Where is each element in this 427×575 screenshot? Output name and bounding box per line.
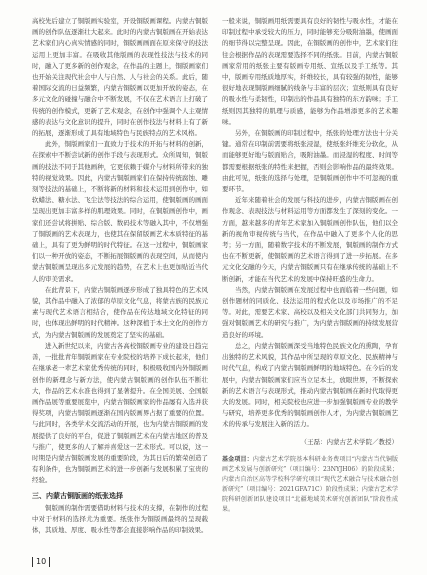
body-paragraph: 一般来说，铜版画用纸需要具有良好的韧性与吸水性，才能在印制过程中承受较大的压力，同时能够充分吸附油墨，使画面的细节得以完整呈现。因此，在铜版画的创作中，艺术家们往往会根据作品的表现需要选择不同的纸张。目前，内蒙古铜版画家常用的纸张主要有版画专用纸、宣纸以及手工纸等。其中，版画专用纸质地厚实，纤维较长，具有较强的韧性，能够很好地表现铜版画细腻的线条与丰富的层次；宣纸则具有良好的吸水性与柔韧性，印制出的作品具有独特的东方韵味；手工纸则因其独特的肌理与质感，能够为作品增添更多的艺术趣味。 <box>222 17 398 126</box>
body-paragraph: 铜版画的制作需要借助材料与技术的支撑，在制作的过程中对于材料的选择尤为重要。纸张作为铜版画最终的呈现载体，其质地、厚度、吸水性等都会直接影响作品的印制效果。 <box>32 503 208 534</box>
right-column <box>222 16 398 515</box>
body-paragraph: 高校先后建立了铜版画实验室，开设铜版画课程。内蒙古铜版画的创作队伍逐渐壮大起来。此时的内蒙古铜版画在开始表达艺术家们内心真实情感的同时，铜版画画面在原来保守的技法运用上更加丰富。在吸收其他版画的表现性技法与技术的同时，融入了更多新的创作观念，在作品的主题上，铜版画家们也开始关注现代社会中人与自然、人与社会的关系。此后，随着国际交流的日益频繁，内蒙古铜版画以更加开放的姿态，在多元文化的碰撞与融合中不断发展，不仅在艺术语言上打破了传统的创作模式，更新了艺术观念，在创作中强调个人主观情感的表达与文化意识的提升，同时在创作技法与材料上有了新的拓展，逐渐形成了具有地域特色与民族特点的艺术风格。 <box>32 17 208 138</box>
body-paragraph: 进入新世纪以来，内蒙古各高校铜版画专业的建设日趋完善，一批批青年铜版画家在专业院校的培养下成长起来，他们在继承老一辈艺术家优秀传统的同时，积极吸收国内外铜版画创作的新理念与新方法，使内蒙古铜版画的创作队伍不断壮大，作品的艺术水准也得到了显著提升。在全国美展、全国版画作品展等重要展览中，内蒙古铜版画家的作品屡有入选并获得奖项，内蒙古铜版画逐渐在国内版画界占据了重要的位置。与此同时，各类学术交流活动的开展，也为内蒙古铜版画的发展提供了良好的平台，促进了铜版画艺术在内蒙古地区的普及与推广，使更多的人了解并喜爱这一艺术形式。可以说，这一时期是内蒙古铜版画发展的重要阶段，为其日后的繁荣创造了有利条件，也为铜版画艺术的进一步创新与发展积累了宝贵的经验。 <box>32 341 208 485</box>
funding-note <box>222 455 398 515</box>
funding-label: 基金项目： <box>222 455 253 463</box>
left-column <box>32 16 208 536</box>
section-heading: 三、内蒙古铜版画的纸张选择 <box>32 491 123 500</box>
author-affiliation: （王磊：内蒙古艺术学院／教授） <box>300 437 398 446</box>
body-paragraph: 总之，内蒙古铜版画深受当地特色民族文化的熏陶，孕育出独特的艺术风貌，其作品中所呈现的草原文化、民族精神与时代气息，构成了内蒙古铜版画鲜明的地域特色。在今后的发展中，内蒙古铜版画家们应当立足本土，放眼世界，不断探索新的艺术语言与表现形式，推动内蒙古铜版画在新时代取得更大的发展。同时，相关院校也应进一步加强铜版画专业的教学与研究，培养更多优秀的铜版画创作人才，为内蒙古铜版画艺术的传承与发展注入新的活力。 <box>222 341 398 429</box>
body-paragraph: 在此背景下，内蒙古铜版画逐步形成了独具特色的艺术风貌，其作品中融入了浓郁的草原文化气息，将蒙古族的民族元素与现代艺术语言相结合，使作品在传达地域文化特征的同时，也体现出鲜明的时代精神。这种深植于本土文化的创作方式，为内蒙古铜版画的发展奠定了坚实的基础。 <box>32 285 208 339</box>
body-paragraph: 近年来随着社会的发展与科技的进步，内蒙古铜版画在创作观念、表现技法与材料运用等方面都发生了深刻的变化。一方面，越来越多的青年艺术家加入铜版画创作队伍，他们以全新的视角审视传统与当代，在作品中融入了更多个人化的思考；另一方面，随着数字技术的不断发展，铜版画的制作方式也在不断更新，使铜版画的艺术语言得到了进一步拓展。在多元文化交融的今天，内蒙古铜版画只有在继承传统的基础上不断创新，才能在当代艺术的发展中保持旺盛的生命力。 <box>222 196 398 283</box>
funding-text: 内蒙古艺术学院基本科研业务费项目“内蒙古当代铜版画艺术发展与创新研究”（项目编号：23NYJH06）的阶段成果；内蒙古自治区高等学校科学研究项目“现代艺术融合与技术融合创新研究”（项目编号：2021GFA71C）阶段性成果；内蒙古艺术学院科研创新团队建设项目“北疆地域美术研究创新团队”阶段性成果。 <box>222 455 398 513</box>
body-paragraph: 当然，内蒙古铜版画在发展过程中也面临着一些问题，如创作题材的同质化、技法运用的程式化以及市场推广的不足等。对此，需要艺术家、高校以及相关文化部门共同努力，加强对铜版画艺术的研究与推广，为内蒙古铜版画的持续发展营造良好的环境。 <box>222 285 398 339</box>
page-number: 10 <box>32 557 50 567</box>
body-paragraph: 此外，铜版画家们一直致力于技术的开拓与材料的创新，在探索中不断尝试新的创作手段与表现形式。众所周知，铜版画的技法不同于其他画种，它更依赖于媒介与材料所带来的独特的视觉效果。因此，内蒙古铜版画家们在保持传统腐蚀、雕刻等技法的基础上，不断将新的材料和技术运用到创作中，如软蜡法、糖水法、飞尘法等技法的综合运用，使铜版画的画面呈现出更加丰富多样的肌理效果。同时，在铜版画创作中，画家们还尝试将拼贴、综合版、数码技术等融入其中，不仅增强了铜版画的艺术表现力，也使其在保留版画艺术本质特征的基础上，具有了更为鲜明的时代特征。在这一过程中，铜版画家们以一种开放的姿态，不断拓展铜版画的表现空间，从而使内蒙古铜版画呈现出多元发展的趋势，在艺术上也更加贴近当代人的审美需求。 <box>32 140 208 283</box>
body-paragraph: 另外，在铜版画的印制过程中，纸张的处理方法也十分关键。通常在印制前需要将纸张浸湿，使纸张纤维充分软化，从而能够更好地与版面贴合，吸附油墨。而浸湿的程度、时间等都需要根据纸张的特性来把握，否则会影响作品的最终效果。由此可见，纸张的选择与处理，是铜版画创作中不可忽视的重要环节。 <box>222 129 398 194</box>
